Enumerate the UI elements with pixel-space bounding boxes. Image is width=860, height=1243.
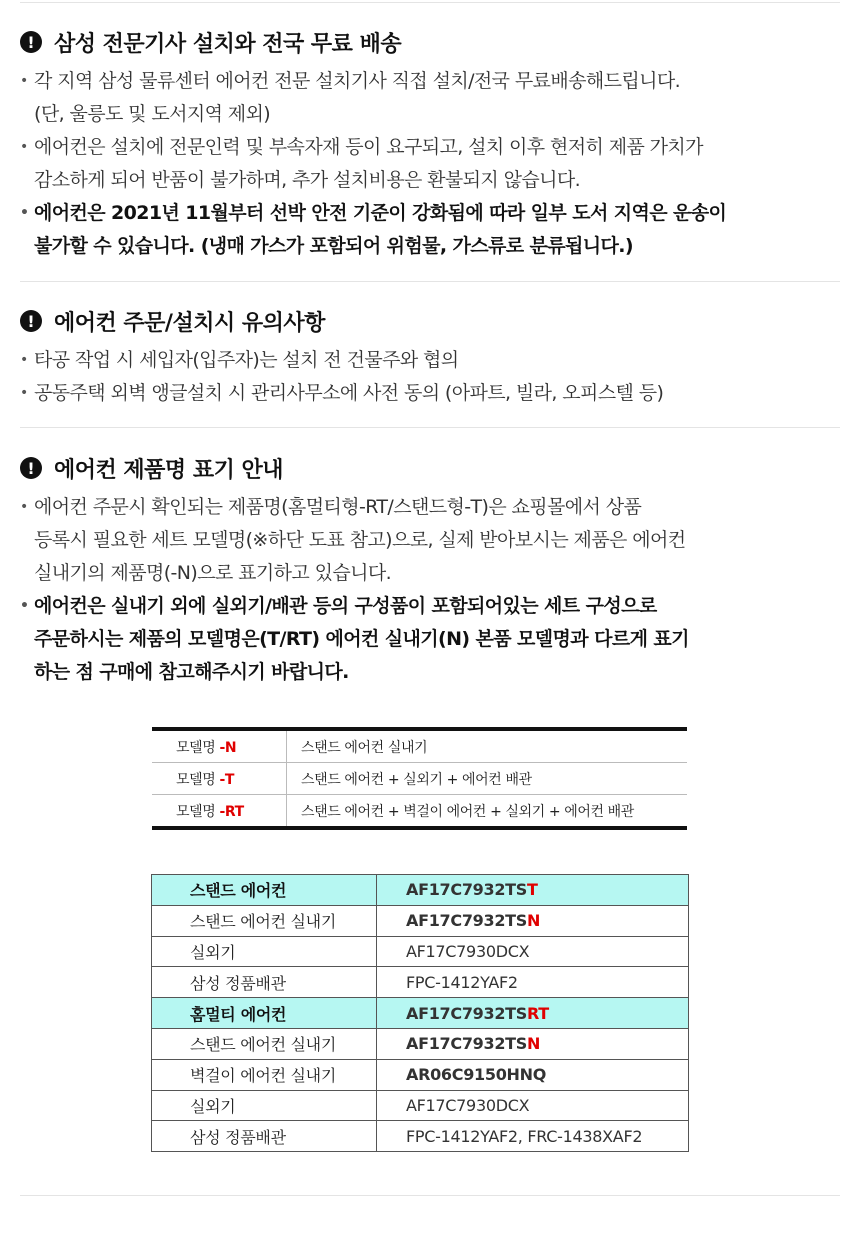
bullet-line: • 에어컨은 실내기 외에 실외기/배관 등의 구성품이 포함되어있는 세트 구성으로 (34, 595, 657, 617)
table-row (152, 905, 689, 936)
model-suffix-table (152, 727, 687, 830)
model-number-suffix: RT (527, 1003, 549, 1023)
bullet-item (20, 131, 850, 197)
table-row (152, 763, 687, 795)
component-name: 실외기 (190, 1096, 236, 1116)
model-desc-cell (287, 729, 688, 763)
component-name-cell (152, 967, 377, 998)
model-label-cell (152, 729, 287, 763)
table-row (152, 998, 689, 1029)
component-name: 실외기 (190, 942, 236, 962)
bullet-line: • 에어컨은 2021년 11월부터 선박 안전 기준이 강화됨에 따라 일부 도서 지역은 운송이 (34, 202, 727, 224)
component-name: 삼성 정품배관 (190, 973, 286, 993)
model-number-cell (377, 875, 689, 906)
bullet-line: • 각 지역 삼성 물류센터 에어컨 전문 설치기사 직접 설치/전국 무료배송해드립니다. (34, 70, 681, 92)
model-number-cell (377, 1028, 689, 1059)
model-spec-table (151, 874, 689, 1152)
bullet-line: • 에어컨 주문시 확인되는 제품명(홈멀티형-RT/스탠드형-T)은 쇼핑몰에서 상품 (34, 496, 642, 518)
bullet-list (20, 344, 850, 410)
model-suffix: -RT (219, 803, 244, 820)
section-title: 삼성 전문기사 설치와 전국 무료 배송 (54, 31, 402, 57)
model-label: 모델명 (176, 771, 220, 788)
bullet-line: 하는 점 구매에 참고해주시기 바랍니다. (34, 661, 349, 683)
bullet-line: 감소하게 되어 반품이 불가하며, 추가 설치비용은 환불되지 않습니다. (34, 169, 581, 191)
model-label: 모델명 (176, 803, 220, 820)
section-header (20, 304, 850, 338)
bullet-list (20, 65, 850, 263)
bullet-line: 등록시 필요한 세트 모델명(※하단 도표 참고)으로, 실제 받아보시는 제품은 에어컨 (34, 529, 686, 551)
model-number: AF17C7932TS (406, 911, 527, 931)
section-divider (20, 427, 840, 428)
bullet-list (20, 491, 850, 689)
bullet-line: • 타공 작업 시 세입자(입주자)는 설치 전 건물주와 협의 (34, 349, 459, 371)
model-number: AF17C7932TS (406, 1003, 527, 1023)
model-desc: 스탠드 에어컨 실내기 (301, 739, 428, 756)
model-number-cell (377, 936, 689, 967)
exclamation-circle-icon: ! (20, 31, 42, 53)
component-name-cell (152, 936, 377, 967)
model-desc-cell (287, 795, 688, 829)
model-number: FPC-1412YAF2, FRC-1438XAF2 (406, 1126, 643, 1146)
component-name-cell (152, 1028, 377, 1059)
model-number: AF17C7932TS (406, 880, 527, 900)
model-number-suffix: N (527, 911, 541, 931)
section-header (20, 451, 850, 485)
table-row (152, 875, 689, 906)
component-name: 벽걸이 에어컨 실내기 (190, 1066, 336, 1086)
component-name-cell (152, 998, 377, 1029)
table-row (152, 795, 687, 829)
model-number-suffix: N (527, 1034, 541, 1054)
table-row (152, 1121, 689, 1152)
table-row (152, 729, 687, 763)
bullet-item (20, 344, 850, 377)
model-desc: 스탠드 에어컨 + 실외기 + 에어컨 배관 (301, 771, 532, 788)
model-number: AR06C9150HNQ (406, 1065, 547, 1085)
bullet-line: 주문하시는 제품의 모델명은(T/RT) 에어컨 실내기(N) 본품 모델명과 다르게 표기 (34, 628, 689, 650)
exclamation-circle-icon: ! (20, 310, 42, 332)
component-name-cell (152, 875, 377, 906)
bullet-item (20, 377, 850, 410)
model-number-cell (377, 998, 689, 1029)
model-number-cell (377, 967, 689, 998)
section-model-naming (20, 451, 850, 689)
component-name: 홈멀티 에어컨 (190, 1004, 287, 1024)
table-row (152, 967, 689, 998)
model-number: FPC-1412YAF2 (406, 972, 518, 992)
bullet-item (20, 65, 850, 131)
model-number: AF17C7930DCX (406, 1095, 530, 1115)
component-name: 스탠드 에어컨 실내기 (190, 1035, 336, 1055)
bullet-line: (단, 울릉도 및 도서지역 제외) (34, 103, 271, 125)
model-number-cell (377, 1121, 689, 1152)
bullet-item (20, 590, 850, 689)
bullet-item (20, 491, 850, 590)
section-title: 에어컨 주문/설치시 유의사항 (54, 310, 325, 336)
bottom-divider (20, 1195, 840, 1196)
bullet-line: 실내기의 제품명(-N)으로 표기하고 있습니다. (34, 562, 392, 584)
component-name-cell (152, 1090, 377, 1121)
model-number-cell (377, 905, 689, 936)
section-order-notes (20, 304, 850, 410)
model-suffix: -T (219, 771, 234, 788)
top-divider (20, 2, 840, 3)
table-row (152, 1028, 689, 1059)
component-name-cell (152, 905, 377, 936)
model-number-suffix: T (527, 880, 538, 900)
model-label-cell (152, 763, 287, 795)
section-header (20, 25, 850, 59)
bullet-line: • 공동주택 외벽 앵글설치 시 관리사무소에 사전 동의 (아파트, 빌라, 오피스텔 등) (34, 382, 664, 404)
table-row (152, 1090, 689, 1121)
model-number-cell (377, 1059, 689, 1090)
model-desc: 스탠드 에어컨 + 벽걸이 에어컨 + 실외기 + 에어컨 배관 (301, 803, 634, 820)
bullet-line: • 에어컨은 설치에 전문인력 및 부속자재 등이 요구되고, 설치 이후 현저히 제품 가치가 (34, 136, 703, 158)
component-name: 스탠드 에어컨 실내기 (190, 912, 336, 932)
component-name-cell (152, 1059, 377, 1090)
section-title: 에어컨 제품명 표기 안내 (54, 457, 283, 483)
model-suffix: -N (219, 739, 237, 756)
section-divider (20, 281, 840, 282)
table-row (152, 936, 689, 967)
model-desc-cell (287, 763, 688, 795)
bullet-item (20, 197, 850, 263)
component-name-cell (152, 1121, 377, 1152)
table-row (152, 1059, 689, 1090)
model-label-cell (152, 795, 287, 829)
component-name: 스탠드 에어컨 (190, 881, 287, 901)
model-number: AF17C7930DCX (406, 941, 530, 961)
model-number: AF17C7932TS (406, 1034, 527, 1054)
model-label: 모델명 (176, 739, 220, 756)
model-number-cell (377, 1090, 689, 1121)
exclamation-circle-icon: ! (20, 457, 42, 479)
component-name: 삼성 정품배관 (190, 1127, 286, 1147)
bullet-line: 불가할 수 있습니다. (냉매 가스가 포함되어 위험물, 가스류로 분류됩니다.) (34, 235, 634, 257)
section-installation (20, 25, 850, 263)
